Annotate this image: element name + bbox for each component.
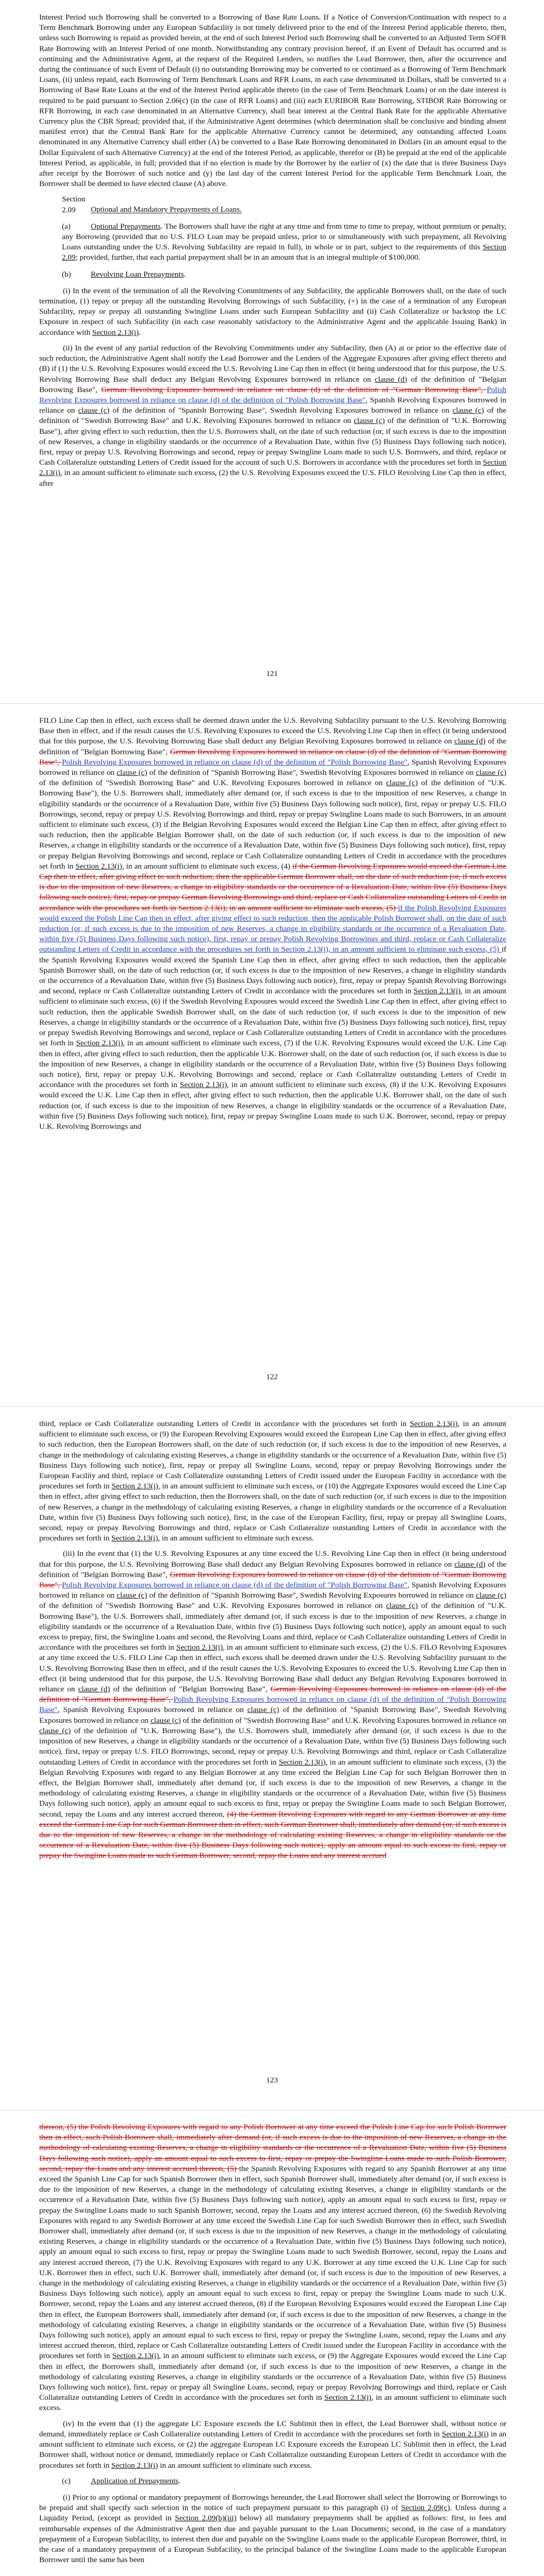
text-run: , Spanish Revolving Exposures borrowed in reliance on [39, 395, 506, 415]
text-run: of the definition of "U.K. Borrowing Base"), the U.S. Borrowers shall, immediately after demand (or, if such excess is due to the imposition of new Reserves, a change in eligibility standards or the occurrence of a Revaluation Date, within five (5) Business Days following such notice), first, repay or prepay U.S. FILO Borrowings, second, repay or prepay U.S. Revolving Borrowings and third, repay or prepay Swingline Loans made to such Borrowers, in an amount sufficient to eliminate such excess, (3) if the Belgian Revolving Exposures would exceed the Belgian Line Cap then in effect, after giving effect to such reduction, then the applicable Belgian Borrower shall, on the date of such reduction (or, if such excess is due to the imposition of new Reserves, a change in eligibility standards or the occurrence of a Revaluation Date, within five (5) Business Days following such notice), first, repay or prepay Belgian Revolving Borrowings and second, replace or Cash Collateralize outstanding Letters of Credit in accordance with the procedures set forth in [39, 778, 506, 871]
text-run: third, replace or Cash Collateralize outstanding Letters of Credit in accordance with the procedures set forth in [39, 1419, 410, 1428]
deleted-text: German Revolving Exposures borrowed in reliance on clause (d) of the definition of "German Borrowing Base" [39, 1570, 506, 1590]
cross-reference: clause (c) [117, 768, 147, 777]
text-run: of the definition of "Spanish Borrowing Base", Swedish Revolving Exposures borrowed in reliance on [147, 768, 476, 777]
deleted-text: thereon, (5) the Polish Revolving Exposures with regard to any Polish Borrower at any time exceed the Polish Line Cap for such Polish Borrower then in effect, such Polish Borrower shall, immediately after demand (or, if such excess is due to the imposition of new Reserves, a change in the methodology of calculating existing Reserves, a change in eligibility standards or the occurrence of a Revaluation Date, within five (5) Business Days following such notice), apply an amount equal to such excess to first, repay or prepay the Swingline Loans made to such Polish Borrower, second, repay the Loans and any interest accrued thereon, (5) [39, 2123, 506, 2173]
clause-number: Section 2.09 [62, 195, 86, 214]
text-run: of the definition of "Spanish Borrowing Base", Swedish Revolving Exposures borrowed in reliance on [109, 406, 453, 415]
body-paragraph [39, 716, 506, 1132]
cross-reference: Section 2.13(i) [278, 1757, 326, 1767]
inserted-text: Polish Revolving Exposures borrowed in reliance on clause (d) of the definition of "Polish Borrowing Base" [62, 1581, 407, 1590]
text-run: of the definition of "U.K. Borrowing Base"), the U.S. Borrowers shall, immediately after demand (or, if such excess is due to the imposition of new Reserves, a change in eligibility standards or the occurrence of a Revaluation Date, within five (5) Business Days following such notice), first, repay or prepay U.S. FILO Borrowings, second, repay or prepay U.S. Revolving Borrowings and third, replace or Cash Collateralize outstanding Letters of Credit in accordance with the procedures set forth in [39, 1726, 506, 1767]
text-run: in an amount sufficient to eliminate such excess, or (2) the aggregate European LC Exposure exceeds the European LC Sublimit then in effect, the Lead Borrower shall, without notice or demand, immediately replace or Cash Collateralize outstanding European Letters of Credit in accordance with the procedures set forth in [39, 2429, 507, 2470]
clause-number: (c) [62, 2476, 71, 2485]
text-run: (i) Prior to any optional or mandatory prepayment of Borrowings hereunder, the Lead Borrower shall select the Borrowing or Borrowings to be prepaid and shall specify such selection in the notice of such prepayment pursuant to this paragraph (i) of [39, 2493, 506, 2513]
text-run: . [178, 2476, 181, 2485]
text-run: , Spanish Revolving Exposures borrowed in reliance on [57, 1705, 248, 1715]
text-run: of the definition of "Swedish Borrowing Base" and U.K. Revolving Exposures borrowed in reliance on [39, 406, 506, 426]
inserted-text: if the Polish Revolving Exposures would exceed the Polish Line Cap then in effect, after giving effect to such reduction, then the applicable Polish Borrower shall, on the date of such reduction (or, if such excess is due to the imposition of new Reserves, a change in eligibility standards or the occurrence of a Revaluation Date, within five (5) Business Days following such notice), first, repay or prepay Polish Revolving Borrowings and third, replace or Cash Collateralize outstanding Letters of Credit in accordance with the procedures set forth in Section 2.13(i), in an amount sufficient to eliminate such excess, (5) [39, 903, 506, 954]
text-run: , in an amount sufficient to eliminate such excess, (3) the Belgian Revolving Exposures with regard to any Belgian Borrower at any time exceed the Belgian Line Cap for such Belgian Borrower then in effect, the Belgian Borrower shall, immediately after demand (or, if such excess is due to the imposition of new Reserves, a change in the methodology of calculating existing Reserves, a change in eligibility standards or the occurrence of a Revaluation Date, within five (5) Business Days following such notice), apply an amount equal to such excess to first, repay or prepay the Swingline Loans made to such Belgian Borrower, second, repay the Loans and any interest accrued thereon, [39, 1757, 506, 1819]
text-run: the Spanish Revolving Exposures with regard to any Spanish Borrower at any time exceed the Spanish Line Cap for such Spanish Borrower then in effect, such Spanish Borrower shall, immediately after demand (or, if such excess is due to the imposition of new Reserves, a change in the methodology of calculating existing Reserves, a change in eligibility standards or the occurrence of a Revaluation Date, within five (5) Business Days following such notice), apply an amount equal to such excess to first, repay or prepay the Swingline Loans made to such Spanish Borrower, second, repay the Loans and any interest accrued thereon, (6) the Swedish Revolving Exposures with regard to any Swedish Borrower at any time exceed the Swedish Line Cap for such Swedish Borrower then in effect, such Swedish Borrower shall, immediately after demand (or, if such excess is due to the imposition of new Reserves, a change in the methodology of calculating existing Reserves, a change in eligibility standards or the occurrence of a Revaluation Date, within five (5) Business Days following such notice), apply an amount equal to such excess to first, repay or prepay the Swingline Loans made to such Swedish Borrower, second, repay the Loans and any interest accrued thereon, (7) the U.K. Revolving Exposures with regard to any U.K. Borrower at any time exceed the U.K. Line Cap for such U.K. Borrower then in effect, such U.K. Borrower shall, immediately after demand (or, if such excess is due to the imposition of new Reserves, a change in the methodology of calculating existing Reserves, a change in eligibility standards or the occurrence of a Revaluation Date, within five (5) Business Days following such notice), apply an amount equal to such excess to first, repay or prepay the Swingline Loans made to such U.K. Borrower, second, repay the Loans and any interest accrued thereon, (8) if the European Revolving Exposures would exceed the European Line Cap then in effect, the European Borrowers shall, immediately after demand (or, if such excess is due to the imposition of new Reserves, a change in the methodology of calculating existing Reserves, a change in eligibility standards or the occurrence of a Revaluation Date, within five (5) Business Days following such notice), apply an amount equal to such excess to first, repay or prepay the Swingline Loans, second, repay the Loans and any interest accrued thereon, third, replace or Cash Collateralize outstanding Letters of Credit issued under the European Facility in accordance with the procedures set forth in [39, 2164, 506, 2361]
cross-reference: clause (c) [386, 778, 418, 788]
text-run: , in an amount sufficient to eliminate such excess, or (10) the Aggregate Exposures would exceed the Line Cap then in effect, after giving effect to such reduction, then the Borrowers shall, on the date of such reduction (or, if such excess is due to the imposition of new Reserves, a change in the methodology of calculating existing Reserves, a change in eligibility standards or the occurrence of a Revaluation Date, within five (5) Business Days following such notice), first, in the case of the European Facility, first, repay or prepay all Swingline Loans, second, repay or prepay Revolving Borrowings and third, replace or Cash Collateralize outstanding Letters of Credit in accordance with the procedures set forth in [39, 1482, 506, 1543]
deleted-text: , [57, 1581, 62, 1590]
text-run: (iii) In the event that (1) the U.S. Revolving Exposures at any time exceed the U.S. Revolving Line Cap then in effect (it being understood that for this purpose, the U.S. Revolving Borrowing Base shall deduct any Belgian Revolving Exposures borrowed in reliance on [39, 1549, 506, 1569]
cross-reference: Section 2.13(i) [39, 458, 506, 478]
text-run: of the definition of "U.K. Borrowing Base"), after giving effect to such reduction, then the U.S. Borrowers shall, on the date of such reduction (or, if such excess is due to the imposition of new Reserves, a change in eligibility standards or the occurrence of a Revaluation Date, within five (5) Business Days following such notice), first, repay or prepay U.S. Revolving Borrowings and second, repay or prepay Swingline Loans made to such U.S. Borrowers, and third, replace or Cash Collateralize outstanding Letters of Credit issued for the account of such U.S. Borrowers in accordance with the procedures set forth in [39, 416, 506, 467]
text-run: FILO Line Cap then in effect, such excess shall be deemed drawn under the U.S. Revolving Subfacility pursuant to the U.S. Revolving Borrowing Base then in effect, and if the result causes the U.S. Revolving Exposures to exceed the U.S. Revolving Line Cap then in effect (it being understood that for this purpose, the U.S. Revolving Borrowing Base shall deduct any Belgian Revolving Exposures borrowed in reliance on [39, 716, 506, 746]
cross-reference: Section 2.13(i) [409, 1419, 458, 1428]
body-paragraph [39, 2419, 506, 2471]
cross-reference: clause (d) [454, 1560, 486, 1569]
document-page [0, 1406, 544, 2110]
text-run: Interest Period such Borrowing shall be converted to a Borrowing of Base Rate Loans. If a Notice of Conversion/Continuation with respect to a Term Benchmark Borrowing under any European Subfacility is not timely delivered prior to the end of the Interest Period applicable thereto, then, unless such Borrowing is repaid as provided herein, at the end of such Interest Period such Borrowing shall be converted to an Adjusted Term SOFR Rate Borrowing with an Interest Period of one month. Notwithstanding any contrary provision hereof, if an Event of Default has occurred and is continuing and the Administrative Agent, at the request of the Required Lenders, so notifies the Lead Borrower, then, after the occurrence and during the continuance of such Event of Default (i) no outstanding Borrowing may be converted to or continued as a Borrowing of Term Benchmark Loans, (ii) unless repaid, each Borrowing of Term Benchmark Loans and RFR Loans, in each case denominated in Dollars, shall be converted to a Borrowing of Base Rate Loans at the end of the Interest Period applicable thereto (in the case of Term Benchmark Loans) or on the date interest is required to be paid pursuant to Section 2.06(c) (in the case of RFR Loans) and (iii) each EURIBOR Rate Borrowing, STIBOR Rate Borrowing or RFR Borrowing, in each case denominated in an Alternative Currency, shall bear interest at the Central Bank Rate for the applicable Alternative Currency plus the CBR Spread; provided that, if the Administrative Agent determines (which determination shall be conclusive and binding absent manifest error) that the Central Bank Rate for the applicable Alternative Currency cannot be determined, any outstanding affected Loans denominated in any Alternative Currency shall either (A) be converted to a Base Rate Borrowing denominated in Dollars (in an amount equal to the Dollar Equivalent of such Alternative Currency) at the end of the Interest Period, as applicable, therefor or (B) be prepaid at the end of the applicable Interest Period, as applicable, in full; provided that if no election is made by the Borrower by the earlier of (x) the date that is three Business Days after receipt by the Borrower of such notice and (y) the last day of the current Interest Period for the applicable Term Benchmark Loan, the Borrower shall be deemed to have elected clause (A) above. [39, 13, 506, 189]
clause-number: (a) [62, 222, 71, 231]
clause-number: (b) [62, 269, 71, 279]
text-run: , in an amount sufficient to eliminate such excess, or (9) the European Revolving Exposures would exceed the European Line Cap then in effect, after giving effect to such reduction, then the European Borrowers shall, on the date of such reduction (or, if such excess is due to the imposition of new Reserves, a change in the methodology of calculating existing Reserves, a change in eligibility standards or the occurrence of a Revaluation Date, within five (5) Business Days following such notice), first, repay or prepay all Swingline Loans, second, repay or prepay Revolving Borrowings under the European Facility and third, replace or Cash Collateralize outstanding Letters of Credit issued under the European Facility in accordance with the procedures set forth in [39, 1419, 507, 1491]
deleted-text: German Revolving Exposures borrowed in reliance on clause (d) of the definition of "German Borrowing Base" [39, 747, 506, 767]
subsection-paragraph [62, 269, 506, 280]
text-run: of the definition of "Belgian Borrowing Base", [39, 375, 507, 394]
cross-reference: Section 2.09 [62, 243, 506, 262]
text-run: , in an amount sufficient to eliminate such excess, (8) if the U.K. Revolving Exposures would exceed the U.K. Line Cap then in effect, after giving effect to such reduction, then the applicable U.K. Borrower shall, on the date of such reduction (or, if such excess is due to the imposition of new Reserves, a change in eligibility standards or the occurrence of a Revaluation Date, within five (5) Business Days following such notice), first, repay or prepay Swingline Loans made to such U.K. Borrower, second, repay or prepay U.K. Revolving Borrowings and [39, 1080, 507, 1131]
text-run: (ii) In the event of any partial reduction of the Revolving Commitments under any Subfacility, then (A) at or prior to the effective date of such reduction, the Administrative Agent shall notify the Lead Borrower and the Lenders of the Aggregate Exposures after giving effect thereto and (B) if (1) the U.S. Revolving Exposures would exceed the U.S. Revolving Line Cap then in effect (it being understood that for this purpose, the U.S. Revolving Borrowing Base shall deduct any Belgian Revolving Exposures borrowed in reliance on [39, 343, 506, 384]
deleted-text: if the German Revolving Exposures would exceed the German Line Cap then in effect, after giving effect to such reduction, then the applicable German Borrower shall, on the date of such reduction (or, if such excess is due to the imposition of new Reserves, a change in eligibility standards or the occurrence of a Revaluation Date, within five (5) Business Days following such notice), first, repay or prepay German Revolving Borrowings and third, replace or Cash Collateralize outstanding Letters of Credit in accordance with the procedures set forth in Section 2.13(i), in an amount sufficient to eliminate such excess, (5) [39, 861, 507, 912]
page-break-divider [0, 703, 544, 704]
page-number: 122 [266, 1373, 278, 1381]
text-run: of the definition of "Swedish Borrowing Base" and U.K. Revolving Exposures borrowed in reliance on [39, 1601, 386, 1611]
inserted-text: Polish Revolving Exposures borrowed in reliance on clause (d) of the definition of "Polish Borrowing Base" [39, 385, 506, 404]
subsection-paragraph [62, 222, 506, 263]
section-heading [62, 194, 506, 215]
text-run: (iv) In the event that (1) the aggregate LC Exposure exceeds the LC Sublimit then in effect, the Lead Borrower shall, without notice or demand, immediately replace or Cash Collateralize outstanding Letters of Credit in accordance with the procedures set forth in [39, 2419, 506, 2438]
page-text [39, 1419, 506, 1867]
cross-reference: clause (c) [475, 1591, 506, 1600]
cross-reference: clause (c) [150, 1716, 181, 1725]
clause-title: Optional Prepayments [91, 222, 161, 231]
text-run: of the definition of "Belgian Borrowing Base", [110, 1685, 271, 1694]
text-run: . The Borrowers shall have the right at any time and from time to time to prepay, without premium or penalty, any Borrowing (provided that no U.S. FILO Loan may be prepaid unless, prior to or simultaneously with such prepayment, all Revolving Loans outstanding under the U.S. Revolving Subfacility are repaid in full), in whole or in part, subject to the requirements of this [62, 222, 506, 252]
page-text [39, 2122, 506, 2570]
cross-reference: clause (c) [354, 416, 385, 426]
deleted-text: German Revolving Exposures borrowed in reliance on clause (d) of the definition of "German Borrowing Base" [39, 1685, 506, 1704]
subsection-paragraph [62, 2476, 506, 2486]
cross-reference: Section 2.13(i) [176, 1643, 223, 1652]
text-run: below) all mandatory prepayments shall be applied as follows: first, to fees and reimbursable expenses of the Administrative Agent then due and payable pursuant to the Loan Documents; second, in the case of a mandatory prepayment of a European Subfacility, to interest then due and payable on the Swingline Loans made to the applicable European Borrower, third, in the case of a mandatory prepayment of a European Subfacility, to the principal balance of the Swingline Loans made to the applicable European Borrower until the same has been [39, 2514, 506, 2565]
text-run: . [139, 328, 141, 337]
cross-reference: clause (c) [247, 1705, 279, 1715]
cross-reference: Section 2.13(i) [441, 2429, 489, 2438]
text-run: of the definition of "Spanish Borrowing Base", Swedish Revolving Exposures borrowed in reliance on [147, 1591, 476, 1600]
text-run: , Spanish Revolving Exposures borrowed in reliance on [39, 757, 506, 777]
text-run: of the definition of "Belgian Borrowing Base", [39, 737, 506, 756]
cross-reference: clause (c) [386, 1601, 418, 1611]
cross-reference: Section 2.09(c) [401, 2503, 450, 2513]
page-number: 123 [266, 2076, 278, 2084]
text-run: ; provided, further, that each partial prepayment shall be in an amount that is an integral multiple of $100,000. [75, 253, 420, 262]
deleted-text: , [481, 385, 487, 394]
cross-reference: clause (d) [78, 1685, 110, 1694]
cross-reference: clause (c) [452, 406, 484, 415]
cross-reference: Section 2.13(i) [76, 1039, 123, 1048]
page-text [39, 716, 506, 1137]
text-run: . Unless during a Liquidity Period, (except as provided in [39, 2503, 506, 2523]
cross-reference: Section 2.13(i) [112, 2351, 159, 2361]
text-run: , in an amount sufficient to eliminate such excess. [39, 2393, 506, 2413]
text-run: , in an amount sufficient to eliminate such excess, (6) if the Swedish Revolving Exposures would exceed the Swedish Line Cap then in effect, after giving effect to such reduction, then the applicable Swedish Borrower shall, on the date of such reduction (or, if such excess is due to the imposition of new Reserves, a change in eligibility standards or the occurrence of a Revaluation Date, within five (5) Business Days following such notice), first, repay or prepay Swedish Revolving Borrowings and second, replace or Cash Collateralize outstanding Letters of Credit in accordance with the procedures set forth in [39, 987, 507, 1048]
text-run: , in an amount sufficient to eliminate such excess, (2) the U.S. FILO Revolving Exposures at any time exceed the U.S. FILO Line Cap then in effect, such excess shall be deemed drawn under the U.S. Revolving Subfacility pursuant to the U.S. Revolving Borrowing Base then in effect, and if the result causes the U.S. Revolving Exposures to exceed the U.S. Revolving Line Cap then in effect (it being understood that for this purpose, the U.S. Revolving Borrowing Base shall deduct any Belgian Revolving Exposures borrowed in reliance on [39, 1643, 506, 1694]
deleted-text: German Revolving Exposures borrowed in reliance on clause (d) of the definition of "German Borrowing Base" [101, 385, 481, 394]
body-paragraph [39, 2493, 506, 2565]
cross-reference: Section 2.13(i) [111, 2461, 158, 2470]
text-run: , in an amount sufficient to eliminate such excess. [158, 1534, 314, 1543]
clause-title: Application of Prepayments [91, 2476, 179, 2485]
document-page [0, 0, 544, 703]
cross-reference: Section 2.13(i) [111, 1482, 158, 1491]
deleted-text: (4) the German Revolving Exposures with regard to any German Borrower at any time exceed the German Line Cap for such German Borrower then in effect, such German Borrower shall, immediately after demand (or, if such excess is due to the imposition of new Reserves, a change in the methodology of calculating existing Reserves, a change in eligibility standards or the occurrence of a Revaluation Date, within five (5) Business Days following such notice), apply an amount equal to such excess to first, repay or prepay the Swingline Loans made to such German Borrower, second, repay the Loans and any interest accrued [39, 1809, 506, 1860]
text-run: in an amount sufficient to eliminate such excess. [158, 2461, 312, 2470]
body-paragraph [39, 1549, 506, 1861]
cross-reference: Section 2.13(i) [324, 2393, 372, 2402]
body-paragraph [39, 286, 506, 338]
text-run: of the definition of "Swedish Borrowing Base" and U.K. Revolving Exposures borrowed in reliance on [180, 1716, 507, 1725]
inserted-text: Polish Revolving Exposures borrowed in reliance on clause (d) of the definition of "Polish Borrowing Base" [62, 757, 407, 767]
cross-reference: Section 2.13(i) [414, 987, 461, 996]
document-page [0, 703, 544, 1406]
cross-reference: clause (d) [454, 737, 486, 746]
inserted-text: Polish Revolving Exposures borrowed in reliance on clause (d) of the definition of "Polish Borrowing Base" [39, 1695, 507, 1715]
cross-reference: clause (d) [374, 375, 407, 384]
body-paragraph [39, 1419, 506, 1544]
text-run: of the definition of "Belgian Borrowing Base", [39, 1560, 506, 1579]
text-run: , Spanish Revolving Exposures borrowed in reliance on [39, 1581, 506, 1600]
cross-reference: clause (c) [117, 1591, 147, 1600]
text-run: . [184, 269, 186, 279]
cross-reference: clause (c) [39, 1726, 71, 1735]
body-paragraph [39, 12, 506, 189]
deleted-text: , [57, 757, 62, 767]
deleted-text: , [168, 1695, 174, 1704]
page-break-divider [0, 1406, 544, 1407]
cross-reference: Section 2.09(b)(iii) [175, 2514, 237, 2523]
body-paragraph [39, 2122, 506, 2414]
cross-reference: Section 2.13(i) [111, 1534, 158, 1543]
cross-reference: Section 2.13(i) [75, 861, 122, 871]
text-run: , in an amount sufficient to eliminate such excess, or (9) the Aggregate Exposures would exceed the Line Cap then in effect, the Borrowers shall, immediately after demand (or, if such excess is due to the imposition of new Reserves, a change in the methodology of calculating existing Reserves, a change in eligibility standards or the occurrence of a Revaluation Date, within five (5) Business Days following such notice), first, repay or prepay all Swingline Loans, second, repay or prepay Revolving Borrowings and third, replace or Cash Collateralize outstanding Letters of Credit in accordance with the procedures set forth in [39, 2351, 506, 2402]
text-run: (i) In the event of the termination of all the Revolving Commitments of any Subfacility, the applicable Borrowers shall, on the date of such termination, (1) repay or prepay all the outstanding Revolving Borrowings of such Subfacility, (+) in the case of a termination of any European Subfacility, repay or prepay all outstanding Swingline Loans under such European Subfacility and (ii) Cash Collateralize or backstop the LC Exposure in respect of such Subfacility (in each case reasonably satisfactory to the Administrative Agent and the applicable Issuing Bank) in accordance with [39, 286, 506, 337]
text-run: if the Spanish Revolving Exposures would exceed the Spanish Line Cap then in effect, after giving effect to such reduction, then the applicable Spanish Borrower shall, on the date of such reduction (or, if such excess is due to the imposition of new Reserves, a change in eligibility standards or the occurrence of a Revaluation Date, within five (5) Business Days following such notice), first, repay or prepay Spanish Revolving Borrowings and second, replace or Cash Collateralize outstanding Letters of Credit in accordance with the procedures set forth in [39, 945, 506, 996]
text-run: , in an amount sufficient to eliminate such excess, (7) if the U.K. Revolving Exposures would exceed the U.K. Line Cap then in effect, after giving effect to such reduction, then the applicable U.K. Borrower shall, on the date of such reduction (or, if such excess is due to the imposition of new Reserves, a change in eligibility standards or the occurrence of a Revaluation Date, within five (5) Business Days following such notice), first, repay or prepay U.K. Revolving Borrowings and second, replace or Cash Collateralize outstanding Letters of Credit in accordance with the procedures set forth in [39, 1039, 507, 1090]
cross-reference: Section 2.13(i) [179, 1080, 227, 1090]
text-run: of the definition of "Spanish Borrowing Base", Swedish Revolving Exposures borrowed in reliance on [39, 1705, 506, 1725]
cross-reference: clause (c) [475, 768, 506, 777]
clause-title: Optional and Mandatory Prepayments of Loans. [91, 205, 242, 214]
cross-reference: clause (c) [78, 406, 110, 415]
page-number: 121 [266, 670, 278, 678]
clause-title: Revolving Loan Prepayments [91, 269, 184, 279]
text-run: , in an amount sufficient to eliminate such excess, (4) [122, 861, 293, 871]
body-paragraph [39, 343, 506, 489]
document-page [0, 2110, 544, 2576]
page-text [39, 12, 506, 494]
cross-reference: Section 2.13(i) [92, 328, 139, 337]
text-run: of the definition of "Swedish Borrowing Base" and U.K. Revolving Exposures borrowed in reliance on [39, 778, 386, 788]
text-run: , in an amount sufficient to eliminate such excess, (2) the U.S. Revolving Exposures exceed the U.S. FILO Revolving Line Cap then in effect, after [39, 468, 506, 488]
text-run: of the definition of "U.K. Borrowing Base"), the U.S. Borrowers shall, immediately after demand (or, if such excess is due to the imposition of new Reserves, a change in eligibility standards or the occurrence of a Revaluation Date, within five (5) Business Days following such notice), apply an amount equal to such excess to prepay, first, the Swingline Loans and second, the Revolving Loans and third, replace or Cash Collateralize outstanding Letters of Credit in accordance with the procedures set forth in [39, 1601, 506, 1652]
